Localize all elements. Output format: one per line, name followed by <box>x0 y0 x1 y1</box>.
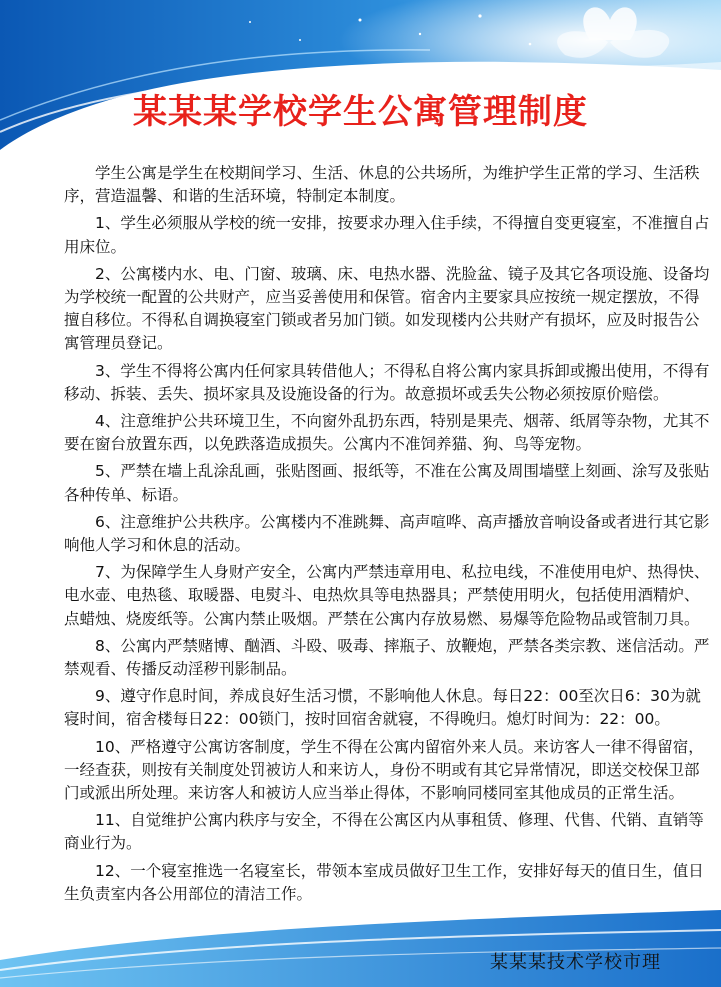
rule-paragraph: 7、为保障学生人身财产安全，公寓内严禁违章用电、私拉电线，不准使用电炉、热得快、电水壶、电热毯、取暖器、电熨斗、电热炊具等电热器具；严禁使用明火，包括使用酒精炉、点蜡烛、烧废纸等。公寓内禁止吸烟。严禁在公寓内存放易燃、易爆等危险物品或管制刀具。 <box>64 563 710 628</box>
rule-paragraph: 5、严禁在墙上乱涂乱画，张贴图画、报纸等，不准在公寓及周围墙壁上刻画、涂写及张贴各种传单、标语。 <box>64 462 710 504</box>
rule-paragraph: 11、自觉维护公寓内秩序与安全，不得在公寓区内从事租赁、修理、代售、代销、直销等商业行为。 <box>64 811 704 853</box>
rule-paragraph: 6、注意维护公共秩序。公寓楼内不准跳舞、高声喧哗、高声播放音响设备或者进行其它影响他人学习和休息的活动。 <box>64 512 710 555</box>
rule-paragraph: 4、注意维护公共环境卫生，不向窗外乱扔东西，特别是果壳、烟蒂、纸屑等杂物，尤其不要在窗台放置东西，以免跌落造成损失。公寓内不准饲养猫、狗、鸟等宠物。 <box>64 412 710 454</box>
rule-paragraph: 8、公寓内严禁赌博、酗酒、斗殴、吸毒、摔瓶子、放鞭炮，严禁各类宗教、迷信活动。严禁观看、传播反动淫秽刊影制品。 <box>64 636 710 679</box>
rule-paragraph: 12、一个寝室推选一名寝室长，带领本室成员做好卫生工作，安排好每天的值日生，值日生负责室内各公用部位的清洁工作。 <box>64 861 704 903</box>
intro-paragraph: 学生公寓是学生在校期间学习、生活、休息的公共场所，为维护学生正常的学习、生活秩序，营造温馨、和谐的生活环境，特制定本制度。 <box>64 164 700 206</box>
rule-paragraph: 2、公寓楼内水、电、门窗、玻璃、床、电热水器、洗脸盆、镜子及其它各项设施、设备均为学校统一配置的公共财产，应当妥善使用和保管。宿舍内主要家具应按统一规定摆放，不得擅自移位。不得私自调换寝室门锁或者另加门锁。如发现楼内公共财产有损坏，应及时报告公寓管理员登记。 <box>64 264 710 353</box>
rules-body <box>64 162 712 906</box>
header-banner <box>0 0 721 160</box>
rule-paragraph: 1、学生必须服从学校的统一安排，按要求办理入住手续，不得擅自变更寝室，不准擅自占用床位。 <box>64 214 710 256</box>
issuer-signature: 某某某技术学校市理 <box>490 952 661 973</box>
rule-paragraph: 10、严格遵守公寓访客制度，学生不得在公寓内留宿外来人员。来访客人一律不得留宿，一经查获，则按有关制度处罚被访人和来访人，身份不明或有其它异常情况，即送交校保卫部门或派出所处理。来访客人和被访人应当举止得体，不影响同楼同室其他成员的正常生活。 <box>64 737 704 803</box>
rule-paragraph: 9、遵守作息时间，养成良好生活习惯，不影响他人休息。每日22：00至次日6：30为就寝时间，宿舍楼每日22：00锁门，按时回宿舍就寝，不得晚归。熄灯时间为：22：00。 <box>64 687 701 729</box>
rule-paragraph: 3、学生不得将公寓内任何家具转借他人；不得私自将公寓内家具拆卸或搬出使用，不得有移动、拆装、丢失、损坏家具及设施设备的行为。故意损坏或丢失公物必须按原价赔偿。 <box>64 361 710 403</box>
page-title: 某某某学校学生公寓管理制度 <box>133 92 588 132</box>
